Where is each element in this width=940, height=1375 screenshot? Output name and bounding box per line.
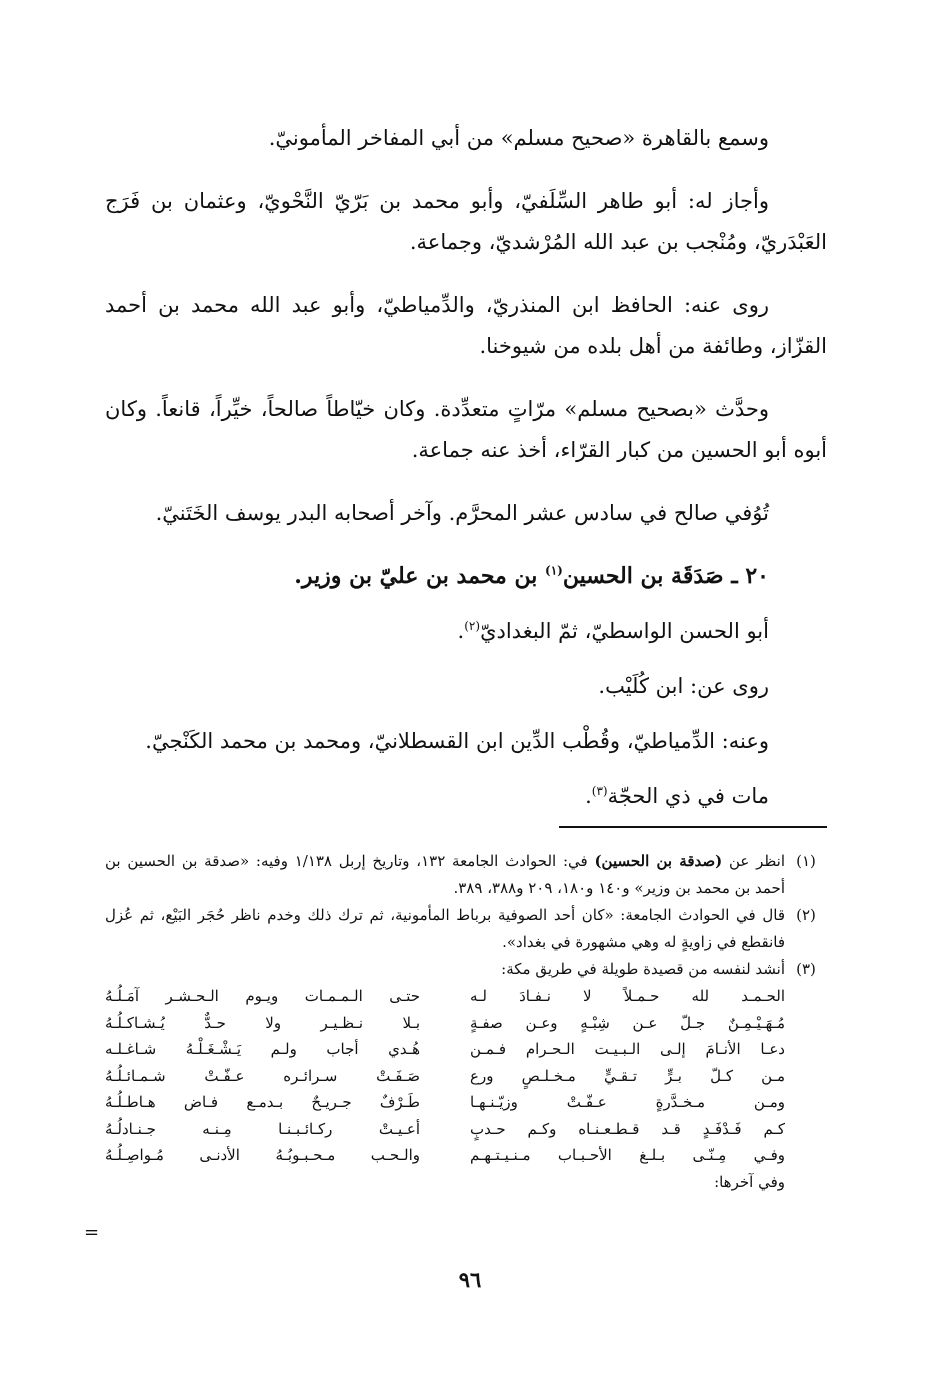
footnote-ref: (١) (545, 563, 563, 578)
footnote-ref: (٢) (464, 619, 481, 633)
footnote (105, 956, 827, 983)
entry-heading: ٢٠ ـ صَدَقَة بن الحسين$^{(١)}$ بن محمد بن عليّ بن وزير. (294, 563, 769, 589)
footnote (105, 902, 827, 956)
kunya-line: أبو الحسن الواسطيّ، ثمّ البغداديّ$^{(٢)}$. (457, 619, 769, 643)
page-number: ٩٦ (458, 1267, 482, 1292)
paragraph: وأجاز له: أبو طاهر السِّلَفيّ، وأبو محمد بن بَرّيّ النَّحْويّ، وعثمان بن فَرَج العَبْدَريّ، ومُنْجب بن عبد الله المُرْشديّ، وجماعة. (105, 189, 827, 254)
poem-tail: وفي آخرها: (714, 1172, 785, 1191)
page-body (105, 118, 827, 1191)
poem-verse-second-half: أعـيـتْ ركـائـبـنـا مِـنـه جـنـادلُـهُ (105, 1119, 420, 1138)
paragraph: تُوُفي صالح في سادس عشر المحرَّم. وآخر أصحابه البدر يوسف الخَتَنيّ. (155, 501, 769, 525)
death-line: مات في ذي الحجّة$^{(٣)}$. (585, 784, 769, 808)
footnotes (105, 848, 827, 1196)
poem-verse-first-half: وفـي مِـنّـى بـلـغ الأحـبـاب مـنـيـتـهـم (470, 1146, 785, 1164)
poem-verse-first-half: مـن كـلّ بـرٍّ تـقـيٍّ مـخـلـصٍ ورع (470, 1066, 785, 1085)
footnote-text: انظر عن (صدقة بن الحسين) في: الحوادث الجامعة ١٣٢، وتاريخ إربل ١/١٣٨ وفيه: «صدقة بن الحسين بن أحمد بن محمد بن وزير» و١٤٠ و١٨٠، ٢٠٩ و٣٨٨، ٣٨٩. (105, 852, 785, 897)
poem-verse-first-half: كـم فَـدْفَـدٍ قـد قـطـعـنـاه وكـم حـدبٍ (470, 1119, 785, 1138)
poem-verse-second-half: حتـى الـمـمـات ويـوم الـحـشـر آمَـلُـهُ (105, 987, 420, 1005)
poem-verse-first-half: ومـن مـخـدَّرةٍ عـفّـتْ وزيّـنـهـا (470, 1093, 785, 1111)
narrated-from-line: روى عن: ابن كُلَيْب. (598, 674, 769, 698)
poem-verse-second-half: هُـدي أجاب ولـم يَـشْـغَـلْـهُ شـاغـلـه (105, 1040, 420, 1058)
poem-verse-second-half: والـحـب مـحـبـوبُـهُ الأدنـى مُـواصِـلُـهُ (105, 1146, 420, 1164)
poem-verse-second-half: طَـرْفٌ جـريـحٌ بـدمـع فـاض هـاطـلُـهُ (105, 1093, 420, 1111)
poem-verse-first-half: الحـمـد لله حـمـلاً لا نـفـادَ لـه (470, 987, 785, 1005)
footnote-text: أنشد لنفسه من قصيدة طويلة في طريق مكة: (501, 960, 785, 978)
footnote (105, 848, 827, 902)
paragraph: وسمع بالقاهرة «صحيح مسلم» من أبي المفاخر المأمونيّ. (268, 126, 769, 150)
main-text (105, 118, 827, 817)
continuation-mark: = (84, 1222, 100, 1243)
poem-verse-second-half: صَـفَـتْ سـرائـره عـفّـتْ شـمـائـلُـهُ (105, 1066, 420, 1085)
footnote-number: (١) (796, 852, 816, 870)
footnote-number: (٢) (796, 906, 816, 924)
poem-verse-first-half: دعـا الأنـامَ إلـى الـبـيـت الـحـرام فـمـن (470, 1040, 785, 1058)
poem-verse-second-half: بـلا نـظـيـر ولا حـدٌّ يُـشـاكـلُـهُ (105, 1013, 420, 1032)
paragraph: وحدَّث «بصحيح مسلم» مرّاتٍ متعدِّدة. وكان خيّاطاً صالحاً، خيِّراً، قانعاً. وكان أبوه أبو الحسين من كبار القرّاء، أخذ عنه جماعة. (105, 397, 827, 462)
poem (105, 983, 785, 1169)
footnote-ref: (٣) (591, 784, 608, 798)
footnote-number: (٣) (796, 960, 816, 978)
poem-verse-first-half: مُـهَـيْـمِـنٌ جـلّ عـن شِبْـهٍ وعـن صفـةٍ (470, 1013, 785, 1032)
paragraph: روى عنه: الحافظ ابن المنذريّ، والدِّمياطيّ، وأبو عبد الله محمد بن أحمد القزّاز، وطائفة من أهل بلده من شيوخنا. (105, 293, 827, 358)
narrators-paragraph: وعنه: الدِّمياطيّ، وقُطْب الدِّين ابن القسطلانيّ، ومحمد بن محمد الكَنْجيّ. (145, 729, 769, 753)
footnote-text: قال في الحوادث الجامعة: «كان أحد الصوفية برباط المأمونية، ثم ترك ذلك وخدم ناظر حُجَر البَيْع، ثم عُزل فانقطع في زاويةٍ له وهي مشهورة في بغداد». (105, 906, 785, 951)
footnote-separator (559, 826, 827, 828)
